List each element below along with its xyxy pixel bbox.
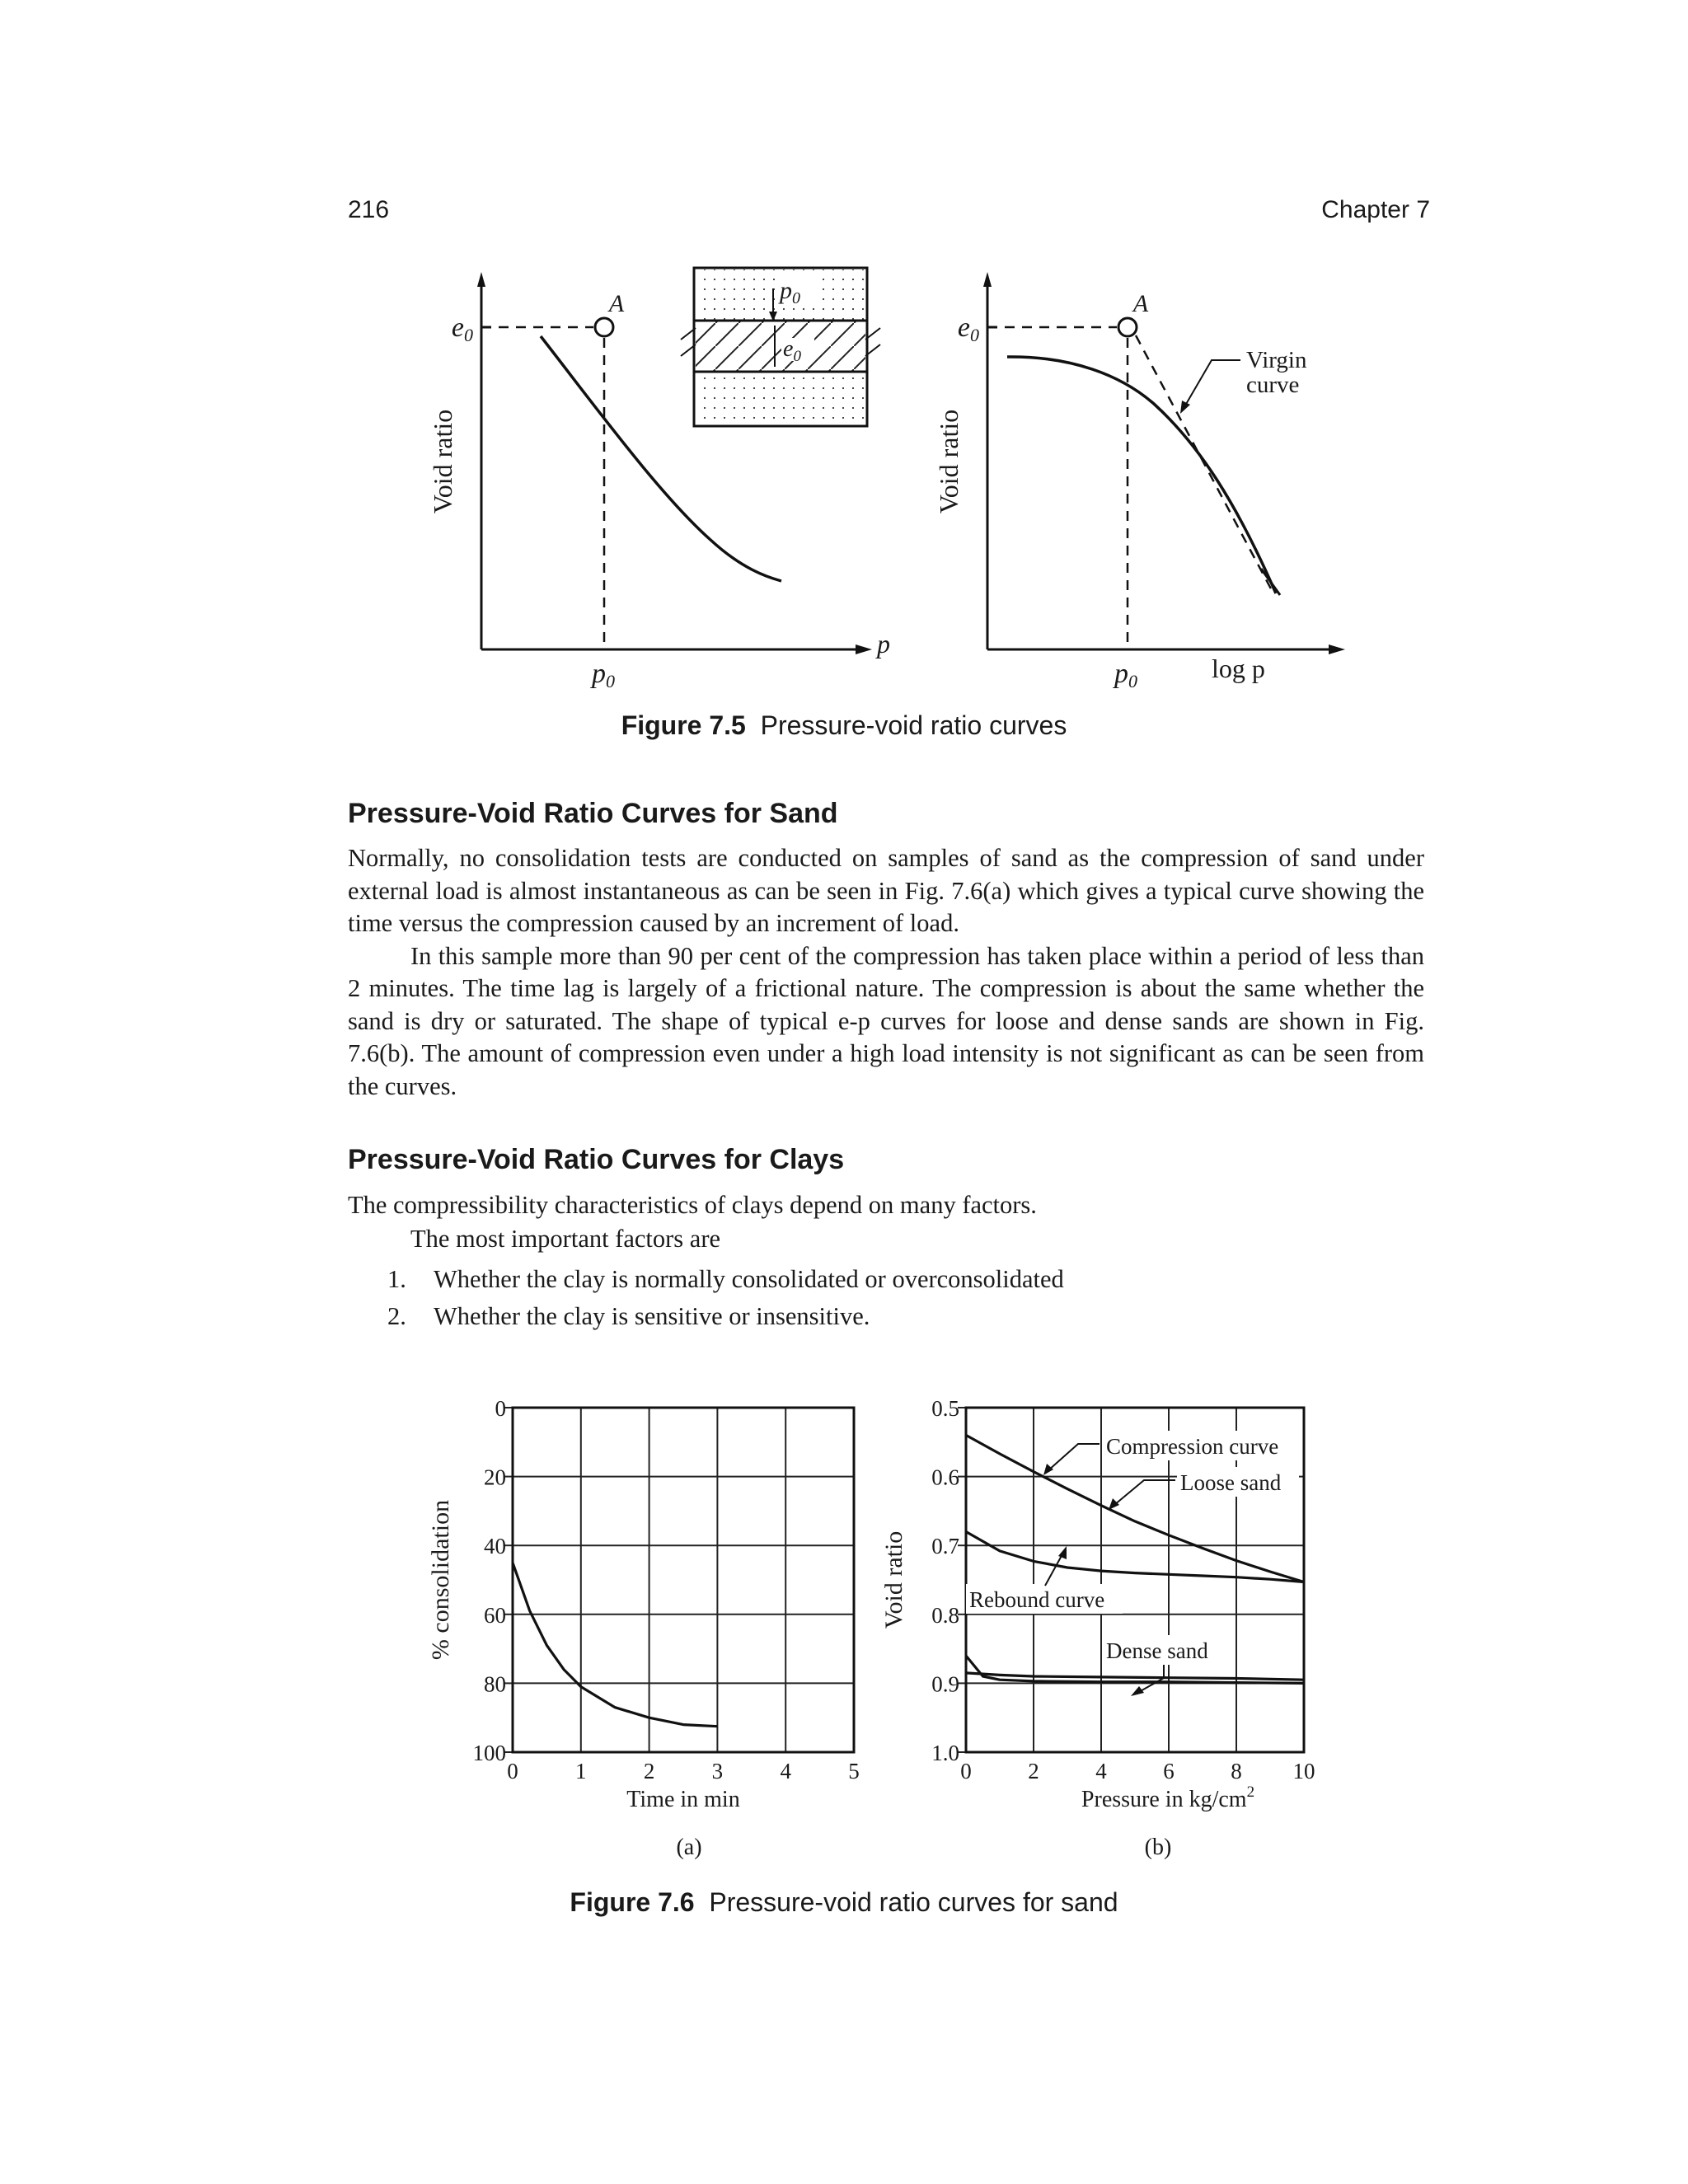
inset-e0-label: $e_0$ xyxy=(783,336,801,365)
y-tick-label: 80 xyxy=(484,1671,506,1697)
y-tick-label: 20 xyxy=(484,1465,506,1490)
left-y-arrow xyxy=(477,272,485,287)
left-point-a xyxy=(595,318,613,336)
x-tick-label: 0 xyxy=(507,1759,518,1783)
clays-factors-line: The most important factors are xyxy=(410,1225,721,1253)
y-tick-label: 100 xyxy=(472,1741,506,1765)
list-item xyxy=(387,1265,1064,1294)
y-tick-label: 40 xyxy=(484,1534,506,1559)
series-line xyxy=(513,1563,717,1727)
list-text: Whether the clay is sensitive or insensitive. xyxy=(434,1302,870,1330)
list-item xyxy=(387,1302,870,1331)
x-tick-label: 4 xyxy=(780,1759,791,1783)
loose-leader xyxy=(1114,1480,1175,1505)
figure-7-6-caption-text: Pressure-void ratio curves for sand xyxy=(709,1887,1118,1917)
paragraph: In this sample more than 90 per cent of the compression has taken place within a period of less than 2 minutes. The time lag is largely of a frictional nature. The compression is about the same whether the sand is dry or saturated. The shape of typical e-p curves for loose and dense sands are shown in Fig. 7.6(b). The amount of compression even under a high load intensity is not significant as can be seen from the curves. xyxy=(348,941,1424,1100)
y-tick-label: 0.5 xyxy=(931,1396,959,1421)
right-point-a-label: A xyxy=(1132,290,1149,317)
series-line xyxy=(966,1673,1304,1680)
figure-7-6-caption-label: Figure 7.6 xyxy=(570,1887,695,1917)
right-panel xyxy=(934,272,1345,691)
paragraph: Normally, no consolidation tests are conducted on samples of sand as the compression of sand under external load is almost instantaneous as can be seen in Fig. 7.6(a) which gives a typical curve showing the time versus the compression caused by an increment of load. xyxy=(348,844,1424,937)
y-tick-label: 0.7 xyxy=(931,1534,959,1559)
right-curve xyxy=(1007,357,1276,593)
compression-leader xyxy=(1048,1444,1100,1470)
list-number: 2. xyxy=(387,1302,406,1330)
series-line xyxy=(966,1532,1304,1582)
figure-7-5 xyxy=(0,0,1688,725)
y-axis-label: Void ratio xyxy=(880,1530,907,1629)
x-tick-label: 0 xyxy=(960,1759,972,1783)
right-x-label: log p xyxy=(1212,654,1265,683)
chart-b xyxy=(880,1396,1315,1812)
dense-leader-arrow xyxy=(1131,1686,1144,1696)
section-heading-sand: Pressure-Void Ratio Curves for Sand xyxy=(348,798,838,829)
right-y-label: Void ratio xyxy=(934,409,964,514)
figure-7-6 xyxy=(0,1385,1688,1879)
x-tick-label: 2 xyxy=(1028,1759,1039,1783)
y-tick-label: 1.0 xyxy=(931,1741,959,1765)
chart-a xyxy=(427,1396,860,1812)
left-e0-label: e0 xyxy=(451,312,473,345)
y-tick-label: 0.9 xyxy=(931,1671,959,1697)
figure-7-6-caption xyxy=(0,1887,1688,1918)
figure-7-5-caption-text: Pressure-void ratio curves xyxy=(760,710,1067,740)
section-sand-body xyxy=(348,842,1424,1103)
clays-intro-line: The compressibility characteristics of clays depend on many factors. xyxy=(348,1191,1037,1219)
dense-sand-label: Dense sand xyxy=(1106,1638,1208,1663)
right-p0-label: p0 xyxy=(1114,658,1137,691)
virgin-label-line2: curve xyxy=(1246,372,1300,398)
figure-7-5-caption xyxy=(0,710,1688,741)
right-point-a xyxy=(1118,318,1137,336)
y-tick-label: 0 xyxy=(495,1396,506,1421)
list-number: 1. xyxy=(387,1265,406,1293)
x-axis-label: Pressure in $kg/cm^2$ xyxy=(1081,1783,1255,1812)
soil-layer-inset xyxy=(681,268,880,426)
x-axis-label: Time in min xyxy=(626,1787,740,1812)
panel-a-label: (a) xyxy=(676,1835,702,1860)
left-x-arrow xyxy=(856,644,872,654)
compression-curve-label: Compression curve xyxy=(1106,1434,1279,1459)
list-text: Whether the clay is normally consolidated or overconsolidated xyxy=(434,1265,1064,1293)
left-p0-label: p0 xyxy=(592,658,615,691)
rebound-leader-arrow xyxy=(1058,1546,1067,1559)
rebound-leader xyxy=(1045,1553,1063,1586)
page-number: 216 xyxy=(348,196,390,223)
panel-b-label: (b) xyxy=(1144,1835,1172,1860)
plot-frame xyxy=(513,1408,854,1752)
y-tick-label: 60 xyxy=(484,1602,506,1628)
x-tick-label: 6 xyxy=(1163,1759,1175,1783)
left-x-label: p xyxy=(877,629,890,658)
x-tick-label: 4 xyxy=(1095,1759,1107,1783)
left-y-label: Void ratio xyxy=(428,409,457,514)
figure-7-5-caption-label: Figure 7.5 xyxy=(621,710,746,740)
inset-p0-label: $p_0$ xyxy=(780,277,800,307)
x-tick-label: 2 xyxy=(643,1759,655,1783)
virgin-label-line1: Virgin xyxy=(1246,347,1307,373)
loose-leader-arrow xyxy=(1109,1498,1119,1510)
x-tick-label: 5 xyxy=(848,1759,860,1783)
chapter-title: Chapter 7 xyxy=(1321,196,1430,223)
y-tick-label: 0.6 xyxy=(931,1465,959,1490)
rebound-curve-label: Rebound curve xyxy=(969,1587,1105,1612)
right-e0-label: e0 xyxy=(957,312,979,345)
x-tick-label: 8 xyxy=(1231,1759,1242,1783)
section-heading-clays: Pressure-Void Ratio Curves for Clays xyxy=(348,1144,845,1175)
loose-sand-label: Loose sand xyxy=(1180,1470,1282,1495)
compression-leader-arrow xyxy=(1043,1464,1053,1475)
left-point-a-label: A xyxy=(608,290,625,317)
y-tick-label: 0.8 xyxy=(931,1602,959,1628)
y-axis-label: % consolidation xyxy=(427,1499,454,1661)
x-tick-label: 1 xyxy=(575,1759,587,1783)
x-tick-label: 3 xyxy=(711,1759,724,1783)
x-tick-label: 10 xyxy=(1292,1759,1315,1783)
